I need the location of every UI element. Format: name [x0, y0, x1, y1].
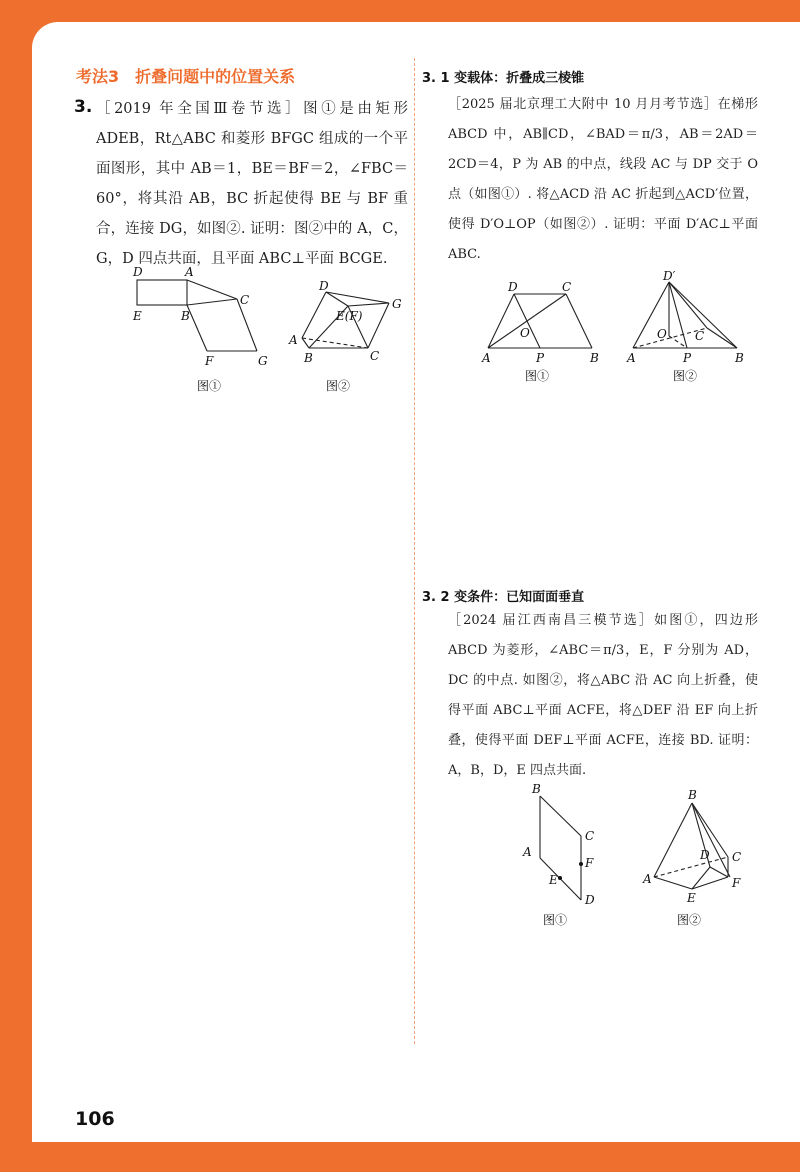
- variant-3-1-title: 3. 1 变载体：折叠成三棱锥: [422, 71, 585, 86]
- variant-3-2-text: ［2024 届江西南昌三模节选］如图①，四边形 ABCD 为菱形，∠ABC＝π/3，E，F 分别为 AD，DC 的中点. 如图②，将△ABC 沿 AC 向上折叠，使得平面 ABC⊥平面 ACFE，将△DEF 沿 EF 向上折叠，使得平面 DEF⊥平面 ACFE，连接 BD. 证明：A，B，D，E 四点共面.: [448, 613, 758, 778]
- q3-f2-label-A: A: [289, 333, 298, 347]
- page-number: 106: [75, 1108, 115, 1130]
- v32-figure-1: [515, 782, 620, 932]
- v31-f1-label-D: D: [508, 280, 518, 294]
- q3-f2-label-EF: E(F): [336, 309, 363, 323]
- v31-f1-label-O: O: [520, 326, 530, 340]
- v31-f2-label-C: C: [695, 329, 705, 343]
- v31-f1-label-P: P: [536, 351, 545, 365]
- v31-f2-label-O: O: [657, 327, 667, 341]
- v31-f1-label-C: C: [562, 280, 572, 294]
- column-divider: [414, 58, 415, 1044]
- variant-3-2-title: 3. 2 变条件：已知面面垂直: [422, 590, 585, 605]
- q3-f2-label-D: D: [319, 279, 329, 293]
- v32-f2-label-E: E: [687, 891, 696, 905]
- q3-f1-caption: 图①: [197, 379, 222, 393]
- v32-f2-label-C: C: [732, 850, 742, 864]
- question-number: 3.: [74, 97, 93, 117]
- v32-f2-label-F: F: [732, 876, 741, 890]
- v32-f1-label-C: C: [585, 829, 595, 843]
- v31-f1-label-B: B: [590, 351, 599, 365]
- v31-f2-caption: 图②: [673, 369, 698, 383]
- q3-f1-label-A: A: [185, 265, 194, 279]
- variant-3-1-text: ［2025 届北京理工大附中 10 月月考节选］在梯形 ABCD 中，AB∥CD，∠BAD＝π/3，AB＝2AD＝2CD＝4，P 为 AB 的中点，线段 AC 与 DP 交于 O 点（如图①）. 将△ACD 沿 AC 折起到△ACD′位置，使得 D′O⊥OP（如图②）. 证明：平面 D′AC⊥平面 ABC.: [448, 97, 758, 262]
- v31-f1-caption: 图①: [525, 369, 550, 383]
- q3-f1-label-E: E: [133, 309, 142, 323]
- q3-f2-caption: 图②: [326, 379, 351, 393]
- v32-f2-label-D: D: [700, 848, 710, 862]
- v31-f2-label-A: A: [627, 351, 636, 365]
- v31-f1-label-A: A: [482, 351, 491, 365]
- q3-f1-label-G: G: [258, 354, 268, 368]
- q3-figure-2: [286, 280, 416, 397]
- v32-f1-label-D: D: [585, 893, 595, 907]
- q3-f2-label-G: G: [392, 297, 402, 311]
- q3-f2-label-C: C: [370, 349, 380, 363]
- v31-f2-label-P: P: [683, 351, 692, 365]
- v32-f1-label-A: A: [523, 845, 532, 859]
- q3-f1-label-C: C: [240, 293, 250, 307]
- v32-f1-label-E: E: [549, 873, 558, 887]
- q3-f1-label-B: B: [181, 309, 190, 323]
- v31-figure-2: [625, 270, 750, 384]
- section-title: 考法3 折叠问题中的位置关系: [76, 67, 296, 86]
- v32-f2-label-B: B: [688, 788, 697, 802]
- v32-f1-label-B: B: [532, 782, 541, 796]
- v31-figure-1: [480, 280, 605, 384]
- q3-f2-label-B: B: [304, 351, 313, 365]
- q3-f1-label-D: D: [133, 265, 143, 279]
- v32-f2-caption: 图②: [677, 913, 702, 927]
- v32-f1-label-F: F: [585, 856, 594, 870]
- v32-figure-2: [640, 785, 750, 932]
- v32-f1-caption: 图①: [543, 913, 568, 927]
- q3-f1-label-F: F: [205, 354, 214, 368]
- v32-f2-label-A: A: [643, 872, 652, 886]
- v31-f2-label-B: B: [735, 351, 744, 365]
- question-3-text: ［2019 年全国Ⅲ卷节选］图①是由矩形 ADEB，Rt△ABC 和菱形 BFGC 组成的一个平面图形，其中 AB＝1，BE＝BF＝2，∠FBC＝60°，将其沿 AB，BC 折起使得 BE 与 BF 重合，连接 DG，如图②. 证明：图②中的 A，C，G，D 四点共面，且平面 ABC⊥平面 BCGE.: [96, 101, 408, 267]
- v31-f2-label-D: D′: [663, 269, 676, 283]
- q3-figure-1: [125, 262, 275, 397]
